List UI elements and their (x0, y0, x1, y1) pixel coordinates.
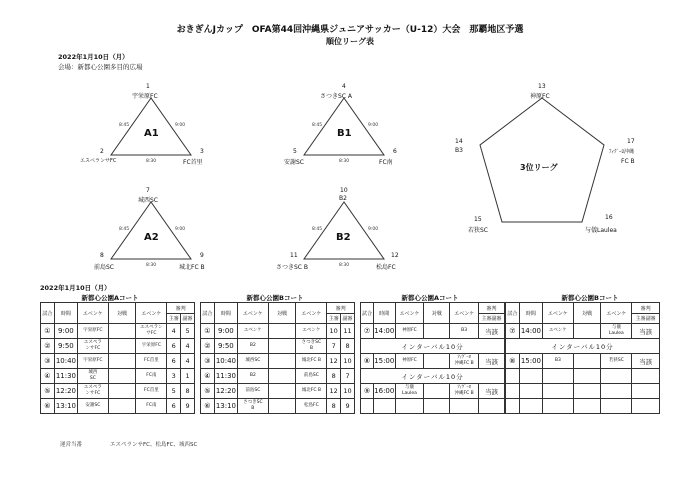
away-team: FC首里 (136, 384, 167, 399)
blank-cell (601, 399, 632, 414)
ref-assist: 10 (341, 384, 355, 399)
ref-assist: 4 (181, 354, 195, 369)
match-row (506, 384, 660, 399)
match-row (201, 339, 355, 354)
header-no: 試合 (41, 303, 55, 324)
ref-cell: 当該 (479, 384, 505, 399)
page-title: おきぎんJカップ OFA第44回沖縄県ジュニアサッカー（U-12）大会 那覇地区予選 (176, 25, 524, 35)
p-team13-name: 神原FC (530, 93, 550, 100)
blank-cell (632, 384, 660, 399)
group-a1-label: A1 (144, 128, 159, 139)
vs-cell (424, 384, 450, 399)
header-time: 時間 (519, 303, 542, 324)
b2-edge-left: 8:45 (312, 227, 323, 232)
ref-cell: 当該 (632, 324, 660, 339)
blank-cell (395, 399, 424, 414)
match-row (506, 339, 660, 354)
header-row (41, 303, 195, 314)
blank-cell (632, 369, 660, 384)
header-vs: 対戦 (108, 303, 136, 324)
ref-assist: 5 (181, 324, 195, 339)
a1-team3-num: 3 (200, 148, 204, 155)
away-team: 前島SC (296, 369, 327, 384)
header-no: 試合 (506, 303, 520, 324)
a1-edge-left: 8:45 (119, 123, 130, 128)
match-row (201, 384, 355, 399)
match-time: 15:00 (373, 354, 395, 369)
venue: 会場：新都心公園多目的広場 (58, 63, 143, 71)
ref-assist: 7 (341, 369, 355, 384)
a1-team2-num: 2 (100, 148, 104, 155)
ref-main: 6 (167, 339, 181, 354)
blank-cell (450, 399, 479, 414)
b2-team11-name: さつきSC B (276, 264, 309, 271)
ref-main: 6 (167, 354, 181, 369)
home-team: 宇栄原FC (77, 324, 108, 339)
match-time: 14:00 (519, 324, 542, 339)
b1-team4-name: さつきSC A (320, 93, 353, 100)
match-no: ⑤ (41, 384, 55, 399)
p-team17-num: 17 (627, 138, 635, 145)
third-place-label: 3位リーグ (520, 163, 558, 172)
blank-cell (506, 369, 520, 384)
court1-title: 新都心公園Aコート (81, 294, 139, 302)
a2-edge-right: 9:00 (175, 227, 186, 232)
a1-edge-right: 9:00 (175, 123, 186, 128)
header-away: エベンケ (450, 303, 479, 324)
away-team: 宇栄原FC (136, 339, 167, 354)
match-row (361, 369, 505, 384)
match-no: ④ (201, 369, 215, 384)
a2-team7-name: 城西SC (138, 197, 158, 204)
away-team: FC首里 (136, 354, 167, 369)
a2-team7-num: 7 (146, 187, 150, 194)
match-row (506, 324, 660, 339)
ref-main: 4 (167, 324, 181, 339)
header-time: 時間 (54, 303, 77, 324)
header-home: エベンケ (395, 303, 424, 324)
header-ref: 審判 (632, 303, 660, 314)
home-team: B2 (237, 369, 268, 384)
header-no: 試合 (201, 303, 215, 324)
page-subtitle: 順位リーグ表 (326, 37, 374, 46)
vs-cell (108, 339, 136, 354)
home-team: さつきSC B (237, 399, 268, 414)
header-row (361, 303, 505, 314)
vs-cell (573, 354, 601, 369)
home-team: 前島SC (237, 384, 268, 399)
header-ref-sub: 主審副審 (632, 314, 660, 324)
vs-cell (268, 324, 296, 339)
match-no: ③ (201, 354, 215, 369)
match-no: ⑥ (41, 399, 55, 414)
blank-cell (573, 399, 601, 414)
match-no: ⑤ (201, 384, 215, 399)
court4-title: 新都心公園Bコート (561, 294, 619, 302)
header-ref-sub: 主審副審 (479, 314, 505, 324)
match-row (361, 339, 505, 354)
blank-cell (506, 384, 520, 399)
ref-assist: 8 (341, 339, 355, 354)
vs-cell (268, 369, 296, 384)
match-row (41, 384, 195, 399)
vs-cell (573, 324, 601, 339)
ref-main: 12 (327, 384, 341, 399)
header-ref: 審判 (167, 303, 195, 314)
vs-cell (108, 384, 136, 399)
vs-cell (108, 369, 136, 384)
b2-edge-bottom: 8:30 (339, 263, 350, 268)
match-time: 16:00 (373, 384, 395, 399)
match-row (506, 369, 660, 384)
vs-cell (424, 324, 450, 339)
a2-team8-name: 前島SC (94, 264, 114, 271)
match-time: 10:40 (214, 354, 237, 369)
away-team: 与儀 Laulea (601, 324, 632, 339)
away-team: 城北FC B (296, 384, 327, 399)
p-team15-num: 15 (474, 216, 482, 223)
ref-assist: 4 (181, 339, 195, 354)
home-team: 与儀 Laulea (395, 384, 424, 399)
a1-team3-name: FC首里 (183, 159, 203, 166)
blank-cell (506, 399, 520, 414)
b1-team6-name: FC南 (379, 159, 393, 166)
header-ref-assist: 副審 (181, 314, 195, 324)
match-row (41, 339, 195, 354)
ref-assist: 10 (341, 354, 355, 369)
match-time: 9:50 (54, 339, 77, 354)
home-team: エスペラ ンサFC (77, 339, 108, 354)
header-vs: 対戦 (268, 303, 296, 324)
header-ref-main: 主審 (167, 314, 181, 324)
blank-cell (573, 369, 601, 384)
p-team16-num: 16 (605, 214, 613, 221)
header-ref-assist: 副審 (341, 314, 355, 324)
match-row (361, 324, 505, 339)
home-team: 安謝SC (77, 399, 108, 414)
match-time: 14:00 (373, 324, 395, 339)
home-team: 宇栄原FC (77, 354, 108, 369)
court2-title: 新都心公園Bコート (246, 294, 304, 302)
vs-cell (268, 354, 296, 369)
header-ref: 審判 (327, 303, 355, 314)
p-team17-extra: FC B (621, 158, 635, 165)
p-team14-num: 14 (455, 138, 463, 145)
match-row (361, 399, 505, 414)
away-team: ﾌｨｸﾞｰﾛ 沖縄FC B (450, 354, 479, 369)
home-team: B3 (542, 354, 573, 369)
header-away: エベンケ (136, 303, 167, 324)
ref-main: 5 (167, 384, 181, 399)
b2-team10-name: B2 (339, 195, 347, 202)
blank-cell (519, 399, 542, 414)
p-team13-num: 13 (538, 83, 546, 90)
away-team: FC南 (136, 399, 167, 414)
header-away: エベンケ (601, 303, 632, 324)
match-time: 9:00 (214, 324, 237, 339)
ref-main: 7 (327, 339, 341, 354)
home-team: エベンケ (237, 324, 268, 339)
header-time: 時間 (214, 303, 237, 324)
match-row (41, 369, 195, 384)
b1-team4-num: 4 (342, 83, 346, 90)
blank-cell (424, 399, 450, 414)
away-team: さつきSC B (296, 339, 327, 354)
a2-edge-bottom: 8:30 (146, 263, 157, 268)
match-time: 11:30 (54, 369, 77, 384)
match-no: ⑦ (506, 324, 520, 339)
match-time: 15:00 (519, 354, 542, 369)
match-time: 9:00 (54, 324, 77, 339)
match-row (201, 324, 355, 339)
ref-assist: 1 (181, 369, 195, 384)
group-b2-label: B2 (336, 232, 351, 243)
away-team: エスペラン サFC (136, 324, 167, 339)
b1-team5-name: 安謝SC (284, 159, 304, 166)
ref-main: 3 (167, 369, 181, 384)
blank-cell (542, 399, 573, 414)
match-row (201, 369, 355, 384)
header-vs: 対戦 (573, 303, 601, 324)
away-team: 城北FC B (296, 354, 327, 369)
vs-cell (108, 399, 136, 414)
interval-cell: インターバル10分 (506, 339, 660, 354)
a2-team9-name: 城北FC B (179, 264, 205, 271)
group-a2-label: A2 (144, 232, 159, 243)
blank-cell (542, 369, 573, 384)
header-home: エベンケ (77, 303, 108, 324)
match-row (506, 399, 660, 414)
court1-table (40, 302, 195, 414)
header-no: 試合 (361, 303, 374, 324)
p-team17-name: ﾌｨｸﾞｰﾛ沖縄 (609, 149, 635, 155)
match-time: 12:20 (214, 384, 237, 399)
blank-cell (632, 399, 660, 414)
away-team: エベンケ (296, 324, 327, 339)
third-place-pentagon (480, 98, 604, 222)
match-no: ④ (41, 369, 55, 384)
court4-table (505, 302, 660, 414)
p-team15-name: 若狭SC (468, 227, 488, 234)
duty-teams: エスペランサFC、松島FC、城西SC (110, 442, 198, 448)
match-time: 13:10 (214, 399, 237, 414)
vs-cell (108, 354, 136, 369)
away-team: FC南 (136, 369, 167, 384)
away-team: 若狭SC (601, 354, 632, 369)
match-row (41, 399, 195, 414)
blank-cell (573, 384, 601, 399)
ref-cell: 当該 (632, 354, 660, 369)
blank-cell (373, 399, 395, 414)
match-no: ① (201, 324, 215, 339)
match-no: ⑨ (361, 384, 374, 399)
b2-team10-num: 10 (340, 187, 348, 194)
header-home: エベンケ (237, 303, 268, 324)
blank-cell (479, 399, 505, 414)
vs-cell (268, 384, 296, 399)
b1-edge-left: 8:45 (312, 123, 323, 128)
match-no: ⑦ (361, 324, 374, 339)
match-time: 13:10 (54, 399, 77, 414)
away-team: 松島FC (296, 399, 327, 414)
match-no: ② (41, 339, 55, 354)
header-vs: 対戦 (424, 303, 450, 324)
match-time: 12:20 (54, 384, 77, 399)
b1-team5-num: 5 (293, 148, 297, 155)
a1-edge-bottom: 8:30 (146, 159, 157, 164)
duty-label: 運営当番 (60, 442, 83, 448)
blank-cell (519, 369, 542, 384)
a2-team8-num: 8 (100, 252, 104, 259)
blank-cell (542, 384, 573, 399)
ref-main: 8 (327, 399, 341, 414)
home-team: 城西SC (237, 354, 268, 369)
ref-assist: 9 (181, 399, 195, 414)
away-team: B3 (450, 324, 479, 339)
court3-title: 新都心公園Aコート (401, 294, 459, 302)
group-b1-label: B1 (337, 128, 352, 139)
b2-team12-num: 12 (391, 252, 399, 259)
ref-main: 10 (327, 324, 341, 339)
a1-team2-name: エスペランサFC (80, 158, 117, 164)
match-time: 11:30 (214, 369, 237, 384)
blank-cell (601, 369, 632, 384)
match-row (41, 354, 195, 369)
court2-table (200, 302, 355, 414)
ref-assist: 11 (341, 324, 355, 339)
match-row (201, 354, 355, 369)
vs-cell (268, 339, 296, 354)
p-team14-name: B3 (455, 147, 463, 154)
ref-cell: 当該 (479, 324, 505, 339)
vs-cell (108, 324, 136, 339)
match-no: ② (201, 339, 215, 354)
ref-main: 12 (327, 354, 341, 369)
home-team: エベンケ (542, 324, 573, 339)
match-row (361, 384, 505, 399)
header-row (506, 303, 660, 314)
away-team: ﾌｨｸﾞｰﾛ 沖縄FC B (450, 384, 479, 399)
vs-cell (268, 399, 296, 414)
header-time: 時間 (373, 303, 395, 324)
b2-team12-name: 松島FC (376, 264, 396, 271)
blank-cell (601, 384, 632, 399)
b2-team11-num: 11 (290, 252, 298, 259)
vs-cell (424, 354, 450, 369)
header-ref-main: 主審 (327, 314, 341, 324)
match-row (41, 324, 195, 339)
a2-team9-num: 9 (200, 252, 204, 259)
match-no: ⑧ (506, 354, 520, 369)
match-row (201, 399, 355, 414)
home-team: B2 (237, 339, 268, 354)
match-no: ③ (41, 354, 55, 369)
a1-team1-name: 宇栄原FC (132, 93, 158, 100)
home-team: 城西 SC (77, 369, 108, 384)
blank-cell (361, 399, 374, 414)
match-row (361, 354, 505, 369)
date-bottom: 2022年1月10日（月） (40, 284, 111, 292)
match-row (506, 354, 660, 369)
header-ref: 審判 (479, 303, 505, 314)
header-away: エベンケ (296, 303, 327, 324)
ref-main: 6 (167, 399, 181, 414)
home-team: 神原FC (395, 324, 424, 339)
header-home: エベンケ (542, 303, 573, 324)
match-no: ① (41, 324, 55, 339)
p-team16-name: 与儀Laulea (585, 227, 617, 234)
ref-assist: 8 (181, 384, 195, 399)
ref-assist: 9 (341, 399, 355, 414)
interval-cell: インターバル10分 (361, 369, 505, 384)
b1-edge-bottom: 8:30 (339, 159, 350, 164)
ref-cell: 当該 (479, 354, 505, 369)
ref-main: 8 (327, 369, 341, 384)
b1-edge-right: 9:00 (368, 123, 379, 128)
home-team: エスペラ ンサFC (77, 384, 108, 399)
match-no: ⑥ (201, 399, 215, 414)
header-row (201, 303, 355, 314)
interval-cell: インターバル10分 (361, 339, 505, 354)
date-top: 2022年1月10日（月） (58, 53, 129, 61)
blank-cell (519, 384, 542, 399)
b1-team6-num: 6 (393, 148, 397, 155)
match-no: ⑧ (361, 354, 374, 369)
court3-table (360, 302, 505, 414)
match-time: 9:50 (214, 339, 237, 354)
match-time: 10:40 (54, 354, 77, 369)
b2-edge-right: 9:00 (368, 227, 379, 232)
a1-team1-num: 1 (146, 83, 150, 90)
home-team: 神原FC (395, 354, 424, 369)
a2-edge-left: 8:45 (119, 227, 130, 232)
